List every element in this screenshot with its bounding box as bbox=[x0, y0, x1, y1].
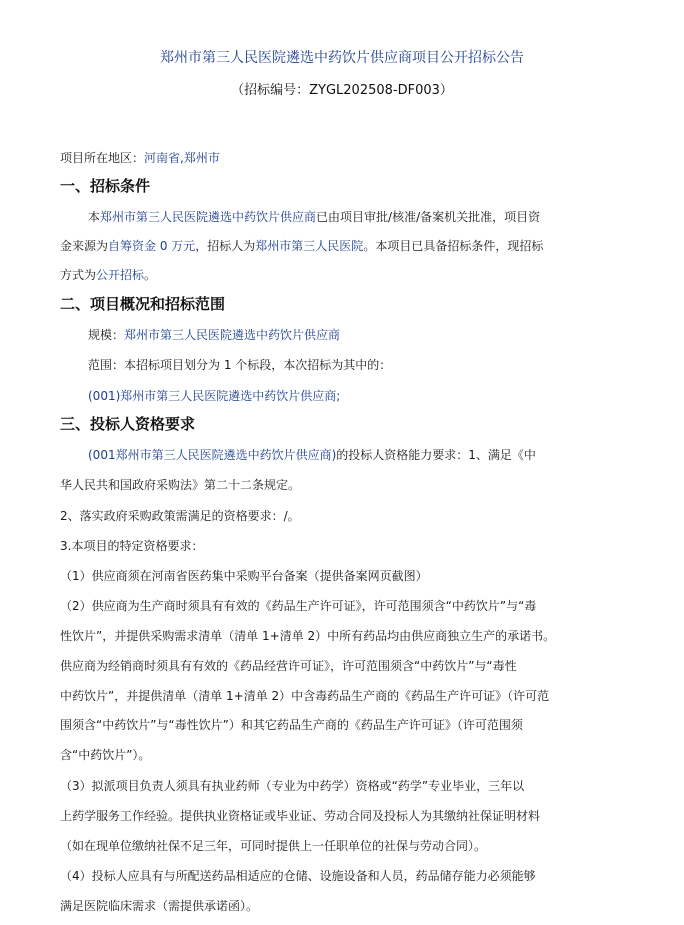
section1-para-line2: 金来源为自筹资金 0 万元，招标人为郑州市第三人民医院。本项目已具备招标条件，现招标 bbox=[60, 239, 544, 253]
qualification-line1: (001郑州市第三人民医院遴选中药饮片供应商)的投标人资格能力要求：1、满足《中 bbox=[88, 448, 536, 462]
section-heading-1: 一、招标条件 bbox=[60, 177, 151, 195]
qualification-line14: （如在现单位缴纳社保不足三年，可同时提供上一任职单位的社保与劳动合同）。 bbox=[60, 839, 487, 853]
bid-number: （招标编号：ZYGL202508-DF003） bbox=[231, 83, 453, 98]
qualification-line6: （2）供应商为生产商时须具有有效的《药品生产许可证》，许可范围须含“中药饮片”与“毒 bbox=[60, 599, 537, 613]
scope-line: 范围：本招标项目划分为 1 个标段，本次招标为其中的： bbox=[88, 358, 392, 372]
qualification-line8: 供应商为经销商时须具有有效的《药品经营许可证》，许可范围须含“中药饮片”与“毒性 bbox=[60, 659, 517, 673]
qualification-line12: （3）拟派项目负责人须具有执业药师（专业为中药学）资格或“药学”专业毕业，三年以 bbox=[60, 779, 525, 793]
section1-para-line1: 本郑州市第三人民医院遴选中药饮片供应商已由项目审批/核准/备案机关批准，项目资 bbox=[88, 210, 541, 224]
qualification-line5: （1）供应商须在河南省医药集中采购平台备案（提供备案网页截图） bbox=[60, 569, 428, 583]
qualification-line13: 上药学服务工作经验。提供执业资格证或毕业证、劳动合同及投标人为其缴纳社保证明材料 bbox=[60, 809, 541, 823]
qualification-line9: 中药饮片”，并提供清单（清单 1+清单 2）中含毒药品生产商的《药品生产许可证》（许可范 bbox=[60, 689, 550, 703]
qualification-line4: 3.本项目的特定资格要求： bbox=[60, 539, 204, 553]
qualification-line11: 含“中药饮片”）。 bbox=[60, 748, 151, 762]
location-label: 项目所在地区： bbox=[60, 151, 145, 165]
project-location bbox=[60, 151, 620, 165]
qualification-line2: 华人民共和国政府采购法》第二十二条规定。 bbox=[60, 478, 301, 492]
announcement-title: 郑州市第三人民医院遴选中药饮片供应商项目公开招标公告 bbox=[160, 50, 524, 66]
location-value: 河南省,郑州市 bbox=[144, 151, 220, 165]
scale-line: 规模：郑州市第三人民医院遴选中药饮片供应商 bbox=[88, 328, 341, 342]
qualification-line16: 满足医院临床需求（需提供承诺函）。 bbox=[60, 899, 259, 913]
qualification-line10: 围须含“中药饮片”与“毒性饮片”）和其它药品生产商的《药品生产许可证》（许可范围须 bbox=[60, 718, 523, 732]
lot-line: (001)郑州市第三人民医院遴选中药饮片供应商; bbox=[88, 389, 341, 403]
section1-para-line3: 方式为公开招标。 bbox=[60, 268, 157, 282]
section-heading-2: 二、项目概况和招标范围 bbox=[60, 295, 226, 313]
qualification-line3: 2、落实政府采购政策需满足的资格要求：/。 bbox=[60, 509, 300, 523]
section-heading-3: 三、投标人资格要求 bbox=[60, 415, 196, 433]
qualification-line7: 性饮片”，并提供采购需求清单（清单 1+清单 2）中所有药品均由供应商独立生产的承诺书。 bbox=[60, 629, 556, 643]
qualification-line15: （4）投标人应具有与所配送药品相适应的仓储、设施设备和人员，药品储存能力必须能够 bbox=[60, 869, 536, 883]
